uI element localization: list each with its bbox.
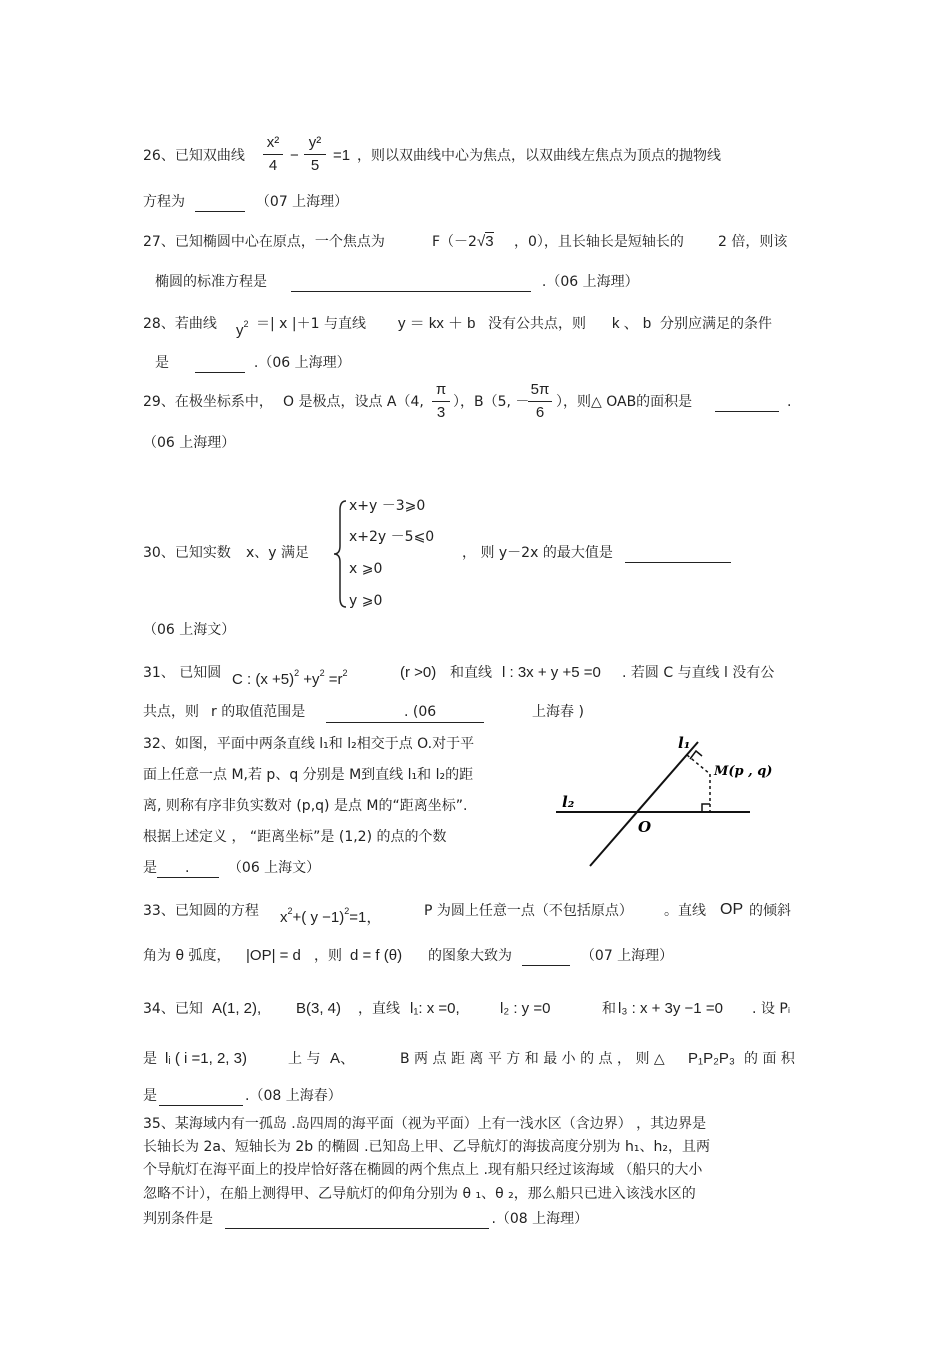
q33-line1-g: OP — [720, 901, 744, 918]
q27-line2 — [155, 272, 639, 292]
q32-line5-c: （06 上海文） — [227, 860, 321, 876]
q34-line3-b: .（08 上海春） — [245, 1088, 342, 1104]
q32-line2: 面上任意一点 M,若 p、q 分别是 M到直线 l₁和 l₂的距 — [143, 767, 474, 783]
q34-line2-b: lᵢ ( i =1, 2, 3) — [165, 1050, 247, 1067]
q33-line1-f: 。直线 — [664, 903, 706, 919]
q34-line1-f: l₂ : y =0 — [500, 1000, 551, 1017]
q26-frac1-num: x² — [266, 134, 280, 151]
q28-line2-b: .（06 上海理） — [253, 355, 351, 371]
q34-line1-a: 34、已知 — [143, 1001, 203, 1017]
q33-line2-d: d = f (θ) — [350, 947, 403, 964]
q33-line2-e: 的图象大致为 — [428, 948, 512, 964]
q28-line1-a: 28、若曲线 — [143, 316, 217, 332]
q27-line1-c: ，0），且长轴长是短轴长的 — [514, 234, 684, 250]
fig-right-angle-2 — [702, 804, 710, 812]
q33-circle-eq — [280, 901, 381, 928]
q31-line1-b: C : (x +5) — [232, 671, 295, 688]
q29-line1-b: O 是极点，设点 A（4, — [283, 394, 424, 410]
fig-label-l1: l₁ — [678, 734, 691, 752]
q33-line2-c: ，则 — [314, 948, 342, 964]
q27-focus-label: F（－2 — [432, 234, 477, 250]
fig-right-angle-1 — [690, 751, 702, 759]
q29-line1-tail — [715, 392, 791, 412]
q34-line2-d: A、 — [330, 1050, 356, 1067]
q26-frac2-bar — [304, 154, 326, 155]
q29-line1-d: ），则△ OAB的面积是 — [556, 394, 693, 410]
q28-line1-d: y ＝ kx ＋ b — [398, 315, 476, 332]
q28-y: y — [236, 322, 244, 339]
q32-line5 — [143, 858, 320, 878]
q29-frac2 — [528, 380, 552, 423]
q31-line1-a: 31、 已知圆 — [143, 665, 222, 681]
q31-exp1: 2 — [294, 668, 300, 678]
q31-line1-f: 和直线 — [450, 665, 492, 681]
q31-line1-h: . 若圆 C 与直线 l 没有公 — [622, 665, 775, 681]
q32-line4: 根据上述定义 ， “距离坐标”是 (1,2) 的点的个数 — [143, 829, 447, 845]
q26-frac1 — [263, 133, 283, 176]
q34-line1-i: . 设 Pᵢ — [752, 1001, 791, 1017]
q31-line2-d: 上海春 ) — [532, 704, 584, 720]
q34-line2-c: 上 与 — [288, 1051, 321, 1067]
q30-after — [462, 543, 731, 563]
q31-exp2: 2 — [319, 668, 325, 678]
q30-vars: x、y 满足 — [246, 545, 310, 561]
q33-line1-d: =1， — [349, 909, 382, 926]
q26-frac1-bar — [263, 154, 283, 155]
q29-line2: （06 上海理） — [143, 435, 236, 451]
q28-exp: 2 — [243, 319, 249, 329]
q34-line1-d: ，直线 — [358, 1001, 400, 1017]
q31-line1-g: l : 3x + y +5 =0 — [502, 664, 601, 681]
q26-frac2 — [304, 133, 326, 176]
q34-line1-b: A(1, 2), — [212, 1000, 262, 1017]
q33-line2-a: 角为 θ 弧度， — [143, 948, 231, 964]
sqrt-icon: √ — [476, 233, 486, 250]
q26-line2-a: 方程为 — [143, 194, 185, 210]
q27-line2-b: .（06 上海理） — [541, 274, 639, 290]
q29-line1-a: 29、在极坐标系中， — [143, 394, 273, 410]
q29-frac2-den: 6 — [535, 404, 545, 421]
q33-exp2: 2 — [344, 906, 350, 916]
q30-constraint-2: x+2y －5⩽0 — [349, 529, 435, 545]
q28-answer-blank[interactable] — [195, 358, 245, 373]
q29-frac1-num: π — [435, 381, 447, 398]
q33-line2-b: |OP| = d — [246, 947, 301, 964]
fig-label-O: O — [638, 818, 652, 836]
q28-line1-c: ＝| x |＋1 与直线 — [256, 316, 366, 332]
q29-line1-c: ），B（5, － — [453, 394, 530, 410]
q26-frac1-den: 4 — [268, 157, 278, 174]
q33-line1-e: P 为圆上任意一点（不包括原点） — [424, 903, 633, 919]
q35-line5 — [143, 1209, 588, 1229]
q26-line2 — [143, 192, 348, 212]
q28-line1-g: 分别应满足的条件 — [660, 316, 772, 332]
q31-line2-a: 共点，则 — [143, 704, 199, 720]
q33-line2-tail — [428, 946, 673, 966]
q30-constraint-3: x ⩾0 — [349, 561, 383, 577]
q35-line5-a: 判别条件是 — [143, 1211, 213, 1227]
q34-line1-h: l₃ : x + 3y −1 =0 — [618, 1000, 723, 1017]
q27-sqrt-arg: 3 — [485, 233, 494, 250]
q33-exp1: 2 — [287, 906, 293, 916]
q33-answer-blank[interactable] — [522, 951, 570, 966]
fig-label-l2: l₂ — [562, 793, 575, 811]
q27-answer-blank[interactable] — [291, 277, 531, 292]
q26-eq: =1 — [333, 147, 351, 164]
q26-frac2-num: y² — [308, 134, 322, 151]
q31-exp3: 2 — [342, 668, 348, 678]
q26-line2-b: （07 上海理） — [255, 194, 349, 210]
q31-line2-tail — [326, 702, 484, 723]
q28-line2-a: 是 — [155, 355, 169, 371]
q31-line1-d: =r — [328, 671, 343, 688]
q32-line1: 32、如图，平面中两条直线 l₁和 l₂相交于点 O.对于平 — [143, 736, 475, 752]
q31-line2-c: . (06 — [404, 702, 484, 723]
q32-line3: 离, 则称有序非负实数对 (p,q) 是点 M的“距离坐标”. — [143, 798, 468, 814]
q27-line1-d: 2 倍，则该 — [718, 234, 788, 250]
q35-line2: 长轴长为 2a、短轴长为 2b 的椭圆 .已知岛上甲、乙导航灯的海拔高度分别为 h₁、h₂，且两 — [143, 1139, 710, 1155]
q26-prefix: 26、已知双曲线 — [143, 148, 245, 164]
q31-circle-eq — [232, 663, 348, 690]
q30-constraint-1: x+y －3⩾0 — [349, 498, 426, 514]
q34-line1-c: B(3, 4) — [296, 1000, 342, 1017]
q27-line1-a: 27、已知椭圆中心在原点，一个焦点为 — [143, 234, 385, 250]
q34-line1-g: 和 — [602, 1001, 616, 1017]
q35-answer-blank[interactable] — [225, 1214, 489, 1229]
q35-line5-b: .（08 上海理） — [491, 1211, 589, 1227]
q30-prefix: 30、已知实数 — [143, 545, 231, 561]
fig-label-M: M(p , q) — [714, 764, 773, 779]
q30-constraint-4: y ⩾0 — [349, 593, 383, 609]
q33-line2-f: （07 上海理） — [580, 948, 674, 964]
q34-line3 — [143, 1086, 342, 1106]
q26-answer-blank[interactable] — [195, 197, 245, 212]
q29-line1-e: . — [787, 394, 792, 410]
q32-figure — [550, 728, 790, 873]
q31-answer-blank[interactable] — [326, 708, 404, 723]
q30-source: （06 上海文） — [143, 622, 236, 638]
q34-line3-a: 是 — [143, 1088, 157, 1104]
q29-frac1-bar — [432, 401, 450, 402]
q35-line1: 35、某海域内有一孤岛 .岛四周的海平面（视为平面）上有一浅水区（含边界） ，其边界是 — [143, 1116, 707, 1132]
q26-frac2-den: 5 — [310, 157, 320, 174]
q30-after-text: ， 则 y－2x 的最大值是 — [462, 545, 613, 561]
q27-line1-b — [432, 232, 494, 252]
q29-frac1-den: 3 — [436, 404, 446, 421]
q28-line1-e: 没有公共点，则 — [488, 316, 586, 332]
q33-line1-c: +( y −1) — [292, 909, 345, 926]
q28-line1-b — [236, 314, 249, 341]
q35-line3: 个导航灯在海平面上的投岸恰好落在椭圆的两个焦点上 .现有船只经过该海域 （船只的大小 — [143, 1162, 703, 1178]
q33-line1-a: 33、已知圆的方程 — [143, 903, 259, 919]
q31-line1-c: +y — [303, 671, 320, 688]
q34-line2-g: 的 面 积 — [744, 1051, 795, 1067]
q27-line2-a: 椭圆的标准方程是 — [155, 274, 267, 290]
q30-brace — [332, 498, 350, 610]
q26-rest: ，则以双曲线中心为焦点，以双曲线左焦点为顶点的抛物线 — [357, 148, 721, 164]
q29-frac1 — [432, 380, 450, 423]
q34-line1-e: l₁: x =0, — [410, 1000, 460, 1017]
q34-answer-blank[interactable] — [159, 1091, 243, 1106]
q31-line1-e: (r >0) — [400, 664, 437, 681]
q34-line2-e: B 两 点 距 离 平 方 和 最 小 的 点 ， 则 △ — [400, 1051, 665, 1067]
q34-line2-a: 是 — [143, 1051, 157, 1067]
q29-answer-blank[interactable] — [715, 397, 779, 412]
q29-frac2-bar — [528, 401, 552, 402]
q30-answer-blank[interactable] — [625, 548, 731, 563]
q31-line2-b: r 的取值范围是 — [211, 704, 306, 720]
q32-line5-b: . — [185, 860, 190, 876]
q28-line1-f: k 、 b — [612, 315, 652, 332]
q26-minus: − — [290, 147, 299, 164]
q33-line1-b: x — [280, 909, 288, 926]
q33-line1-h: 的倾斜 — [749, 903, 791, 919]
q28-line2 — [155, 353, 351, 373]
fig-line-l1 — [590, 742, 698, 866]
q29-frac2-num: 5π — [530, 381, 550, 398]
q35-line4: 忽略不计），在船上测得甲、乙导航灯的仰角分别为 θ ₁、θ ₂，那么船只已进入该浅水区的 — [143, 1186, 696, 1202]
q34-line2-f: P₁P₂P₃ — [688, 1050, 736, 1067]
q32-line5-a: 是 — [143, 860, 157, 876]
